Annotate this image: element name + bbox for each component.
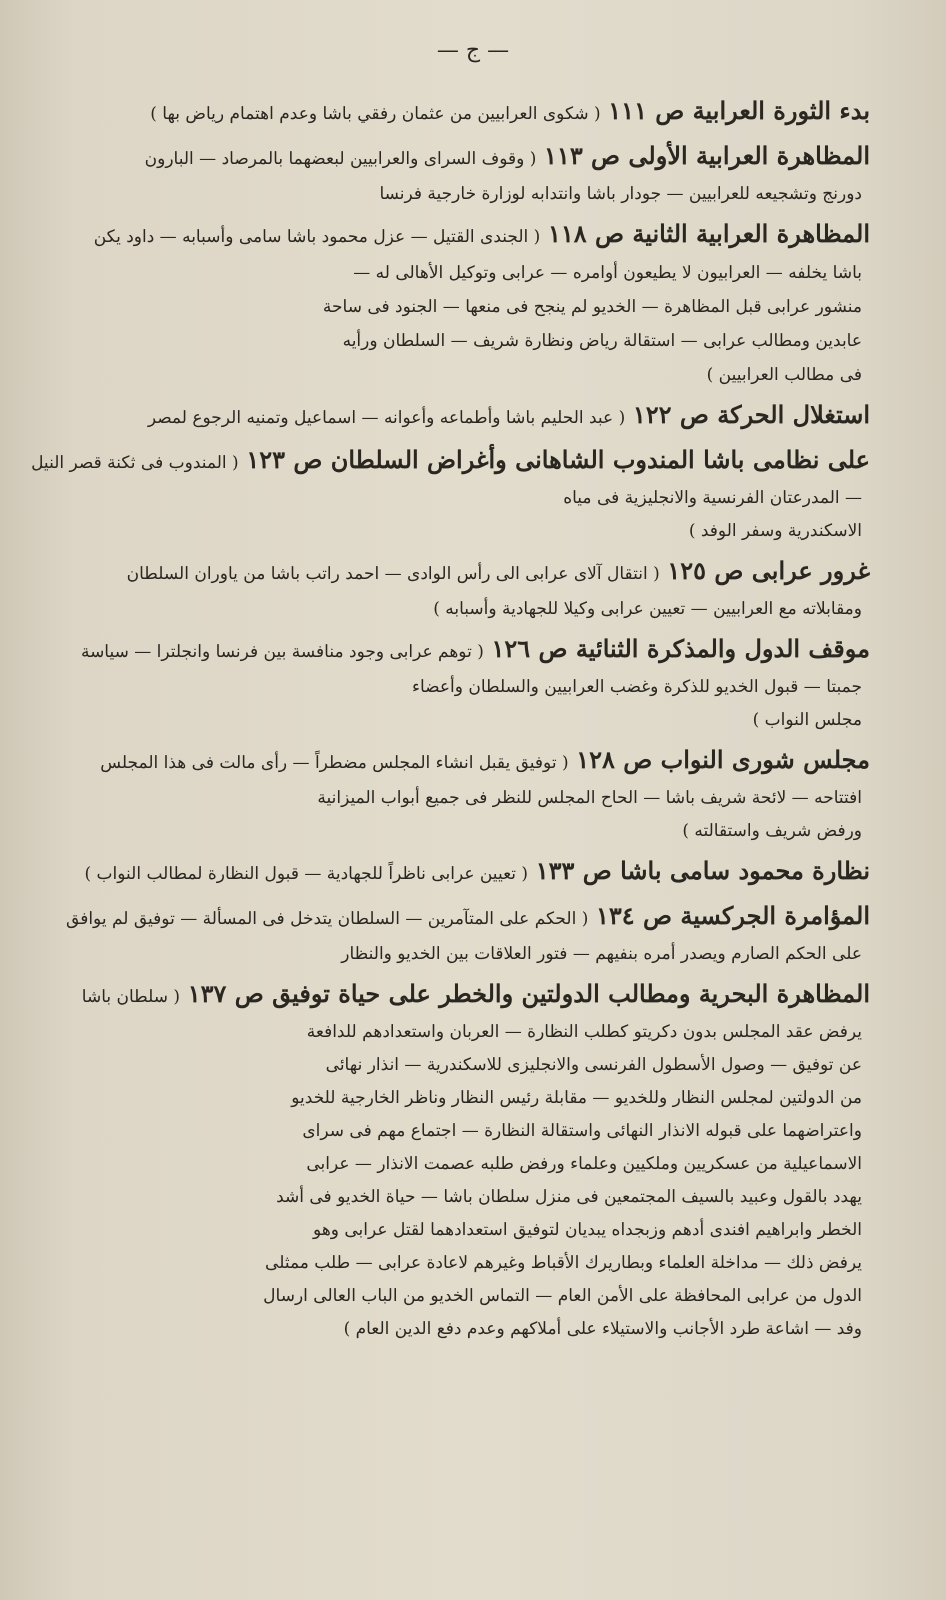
entry-detail: افتتاحه — لائحة شريف باشا — الحاح المجلس للنظر فى جميع أبواب الميزانية [317,788,862,808]
toc-entry [45,92,870,133]
entry-detail: منشور عرابى قبل المظاهرة — الخديو لم ينجح فى منعها — الجنود فى ساحة [322,297,862,317]
entry-detail: ورفض شريف واستقالته ) [682,821,862,841]
toc-entry [45,215,870,392]
entry-detail: ومقابلاته مع العرابيين — تعيين عرابى وكيلا للجهادية وأسبابه ) [433,599,862,619]
entry-detail: ( عبد الحليم باشا وأطماعه وأعوانه — اسماعيل وتمنيه الرجوع لمصر [147,408,626,428]
entry-detail: ( توهم عرابى وجود منافسة بين فرنسا وانجلترا — سياسة [80,642,484,662]
toc-entry [45,552,870,626]
entry-detail: من الدولتين لمجلس النظار وللخديو — مقابلة رئيس النظار وناظر الخارجية للخديو [291,1088,862,1108]
toc-entry [45,137,870,211]
entry-heading: المظاهرة البحرية ومطالب الدولتين والخطر على حياة توفيق ص ١٣٧ [187,979,870,1008]
entry-detail: واعتراضهما على قبوله الانذار النهائى واستقالة النظارة — اجتماع مهم فى سراى [302,1121,862,1141]
entry-detail: دورنج وتشجيعه للعرابيين — جودار باشا وانتدابه لوزارة خارجية فرنسا [379,184,862,204]
toc-entry [45,975,870,1346]
entry-detail: عابدين ومطالب عرابى — استقالة رياض ونظارة شريف — السلطان ورأيه [342,331,862,351]
entry-detail: ( انتقال آلاى عرابى الى رأس الوادى — احمد راتب باشا من ياوران السلطان [126,564,660,584]
entry-detail: ( سلطان باشا [81,987,181,1007]
entry-heading: على نظامى باشا المندوب الشاهانى وأغراض السلطان ص ١٢٣ [246,445,870,474]
entry-detail: فى مطالب العرابيين ) [706,365,862,385]
entry-detail: ( شكوى العرابيين من عثمان رفقي باشا وعدم اهتمام رياض بها ) [150,104,601,124]
entry-detail: ( وقوف السراى والعرابيين لبعضهما بالمرصاد — البارون [144,149,537,169]
entry-detail: جمبتا — قبول الخديو للذكرة وغضب العرابيين والسلطان وأعضاء [411,677,862,697]
toc-entry [31,441,870,548]
entry-detail: الاسكندرية وسفر الوفد ) [688,521,862,541]
entry-detail: الاسماعيلية من عسكريين وملكيين وعلماء ورفض طلبه عصمت الانذار — عرابى [306,1154,862,1174]
table-of-contents [31,92,870,1350]
entry-heading: استغلال الحركة ص ١٢٢ [632,400,870,429]
page-marker: — ج — [436,38,510,63]
entry-heading: المظاهرة العرابية الأولى ص ١١٣ [544,141,870,170]
entry-heading: غرور عرابى ص ١٢٥ [667,556,870,585]
entry-detail: ( تعيين عرابى ناظراً للجهادية — قبول النظارة لمطالب النواب ) [84,864,529,884]
toc-entry [45,630,870,737]
entry-detail: مجلس النواب ) [752,710,862,730]
entry-detail: على الحكم الصارم ويصدر أمره بنفيهم — فتور العلاقات بين الخديو والنظار [341,944,862,964]
toc-entry [45,396,870,437]
entry-detail: يرفض ذلك — مداخلة العلماء وبطاريرك الأقباط وغيرهم لاعادة عرابى — طلب ممثلى [265,1253,862,1273]
toc-entry [45,897,870,971]
entry-detail: عن توفيق — وصول الأسطول الفرنسى والانجليزى للاسكندرية — انذار نهائى [325,1055,862,1075]
toc-entry [45,741,870,848]
entry-heading: المظاهرة العرابية الثانية ص ١١٨ [547,219,870,248]
entry-detail: الدول من عرابى المحافظة على الأمن العام — التماس الخديو من الباب العالى ارسال [263,1286,862,1306]
entry-detail: يرفض عقد المجلس بدون دكريتو كطلب النظارة — العربان واستعدادهم للدافعة [306,1022,862,1042]
entry-detail: وفد — اشاعة طرد الأجانب والاستيلاء على أملاكهم وعدم دفع الدين العام ) [343,1319,862,1339]
entry-detail: ( الحكم على المتآمرين — السلطان يتدخل فى المسألة — توفيق لم يوافق [66,909,589,929]
entry-heading: بدء الثورة العرابية ص ١١١ [608,96,870,125]
entry-detail: باشا يخلفه — العرابيون لا يطيعون أوامره — عرابى وتوكيل الأهالى له — [353,263,862,283]
entry-heading: نظارة محمود سامى باشا ص ١٣٣ [535,856,870,885]
entry-detail: — المدرعتان الفرنسية والانجليزية فى مياه [563,488,862,508]
entry-detail: ( المندوب فى ثكنة قصر النيل [31,453,239,473]
entry-heading: المؤامرة الجركسية ص ١٣٤ [595,901,870,930]
entry-detail: الخطر وابراهيم افندى أدهم وزبجداه يبديان لتوفيق استعدادهما لقتل عرابى وهو [313,1220,862,1240]
entry-heading: موقف الدول والمذكرة الثنائية ص ١٢٦ [491,634,870,663]
entry-detail: يهدد بالقول وعبيد بالسيف المجتمعين فى منزل سلطان باشا — حياة الخديو فى أشد [276,1187,862,1207]
entry-detail: ( الجندى القتيل — عزل محمود باشا سامى وأسبابه — داود يكن [93,227,541,247]
entry-heading: مجلس شورى النواب ص ١٢٨ [576,745,870,774]
toc-entry [45,852,870,893]
entry-detail: ( توفيق يقبل انشاء المجلس مضطراً — رأى مالت فى هذا المجلس [100,753,569,773]
